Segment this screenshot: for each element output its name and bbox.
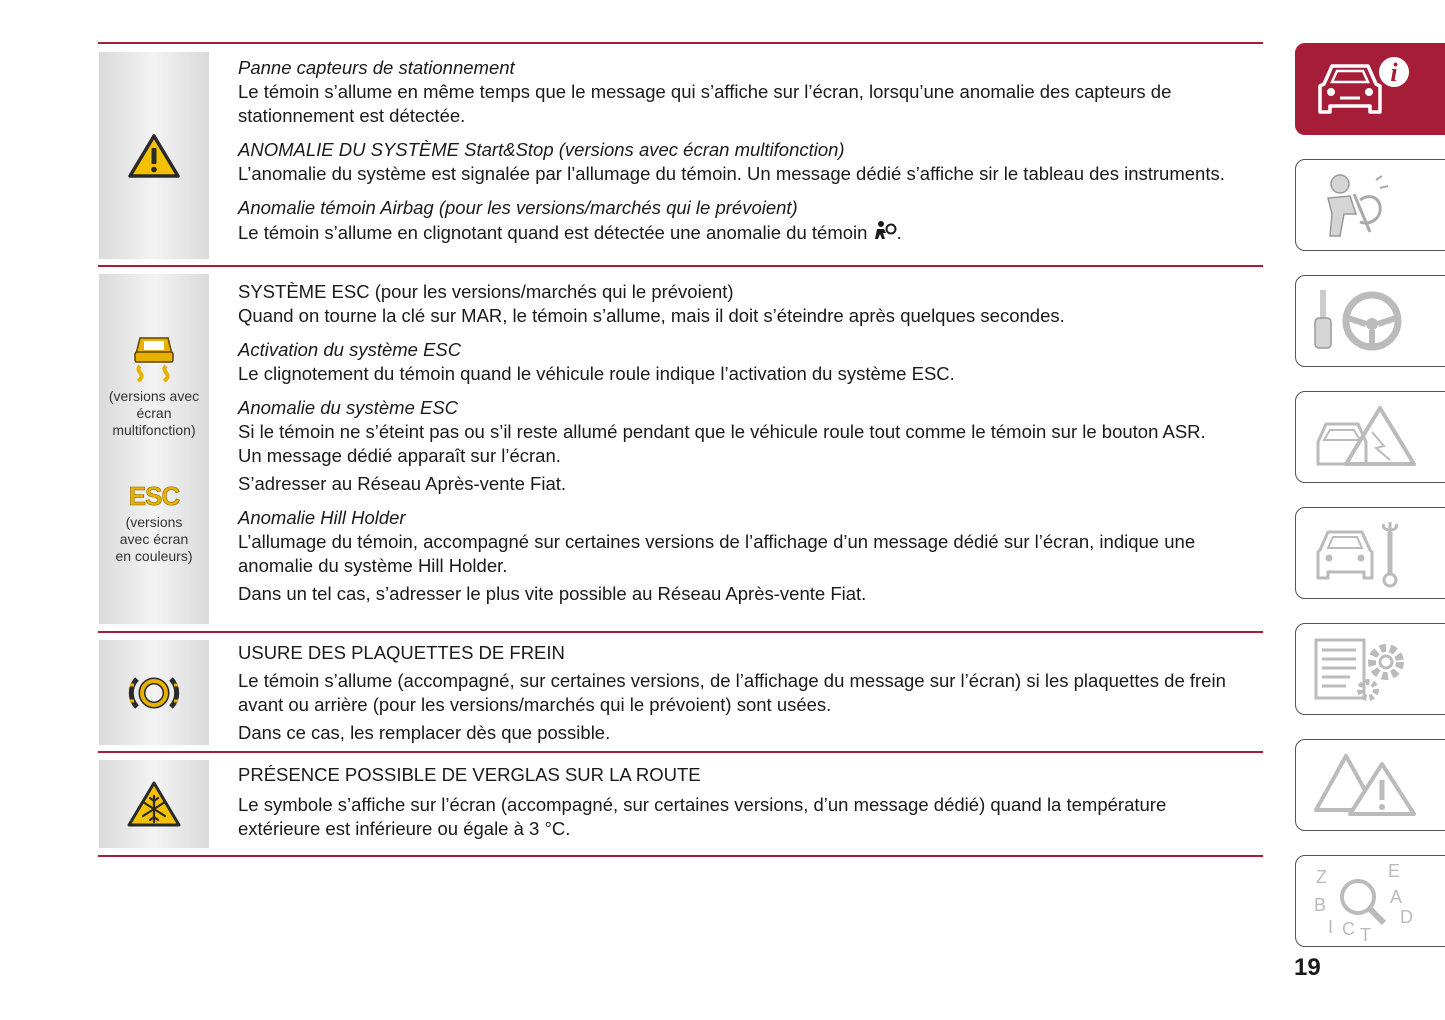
- paragraph: [238, 338, 1248, 386]
- esc-skid-icon: [132, 334, 176, 382]
- body-line: Le témoin s’allume en même temps que le message qui s’affiche sur l’écran, lorsqu’une anomalie des capteurs de: [238, 81, 1172, 102]
- index-letter: C: [1342, 919, 1355, 939]
- page-number: 19: [1294, 954, 1321, 981]
- paragraph-heading: ANOMALIE DU SYSTÈME Start&Stop (versions avec écran multifonction): [238, 139, 845, 160]
- warning-triangle-icon: [127, 133, 181, 179]
- body-line: Si le témoin ne s’éteint pas ou s’il reste allumé pendant que le véhicule roule tout comme le témoin sur le bouton ASR.: [238, 421, 1206, 442]
- airbag-seat-icon: [1310, 170, 1400, 240]
- section-icon-cell: [99, 274, 209, 624]
- section-text: [238, 763, 1248, 841]
- key-steering-wheel-icon: [1310, 286, 1410, 356]
- svg-text:i: i: [1390, 58, 1398, 87]
- body-line: S’adresser au Réseau Après-vente Fiat.: [238, 473, 567, 494]
- index-letter: E: [1388, 861, 1401, 881]
- paragraph: [238, 506, 1248, 606]
- body-line: Dans ce cas, les remplacer dès que possible.: [238, 722, 611, 743]
- body-line: L’anomalie du système est signalée par l’allumage du témoin. Un message dédié s’affiche sir le tableau des instruments.: [238, 163, 1225, 184]
- section-divider: [98, 855, 1263, 857]
- tab-alphabetical-index[interactable]: [1295, 855, 1445, 947]
- tab-specs-gears[interactable]: [1295, 623, 1445, 715]
- section-icon-cell: [99, 52, 209, 259]
- index-letter: Z: [1316, 867, 1327, 887]
- warning-triangles-icon: [1310, 750, 1420, 820]
- body-line: anomalie du système Hill Holder.: [238, 555, 508, 576]
- body-line: avant ou arrière (pour les versions/marchés qui le prévoient) sont usées.: [238, 694, 832, 715]
- index-letter: T: [1360, 925, 1371, 941]
- paragraph-heading: Anomalie du système ESC: [238, 397, 459, 418]
- paragraph: [238, 763, 1248, 841]
- body-line: Le clignotement du témoin quand le véhicule roule indique l’activation du système ESC.: [238, 363, 955, 384]
- body-line: Quand on tourne la clé sur MAR, le témoin s’allume, mais il doit s’éteindre après quelques secondes.: [238, 305, 1065, 326]
- tab-accident-warning[interactable]: [1295, 391, 1445, 483]
- paragraph-heading: Panne capteurs de stationnement: [238, 57, 515, 78]
- paragraph-heading: PRÉSENCE POSSIBLE DE VERGLAS SUR LA ROUTE: [238, 764, 701, 785]
- brake-pads-icon: [126, 673, 182, 713]
- body-line: Dans un tel cas, s’adresser le plus vite possible au Réseau Après-vente Fiat.: [238, 583, 867, 604]
- section-divider: [98, 42, 1263, 44]
- paragraph-heading: USURE DES PLAQUETTES DE FREIN: [238, 642, 565, 663]
- accident-warning-icon: [1310, 402, 1420, 472]
- icon-note: (versions avec écran multifonction): [108, 387, 200, 438]
- body-line: Le témoin s’allume (accompagné, sur certaines versions, de l’affichage du message sur l’écran) si les plaquettes de frein: [238, 670, 1226, 691]
- body-line: Un message dédié apparaît sur l’écran.: [238, 445, 561, 466]
- airbag-inline-icon: [873, 220, 897, 240]
- ice-warning-icon: [126, 780, 182, 828]
- section-icon-cell: [99, 760, 209, 848]
- specs-gears-icon: [1310, 634, 1410, 704]
- paragraph: [238, 138, 1248, 186]
- tab-car-tools[interactable]: [1295, 507, 1445, 599]
- index-letter: D: [1400, 907, 1413, 927]
- paragraph-heading: Anomalie témoin Airbag (pour les versions/marchés qui le prévoient): [238, 197, 798, 218]
- paragraph-heading: SYSTÈME ESC (pour les versions/marchés qui le prévoient): [238, 281, 734, 302]
- paragraph-heading: Activation du système ESC: [238, 339, 462, 360]
- body-line-suffix: .: [896, 222, 902, 243]
- index-letter: I: [1328, 917, 1334, 937]
- section-divider: [98, 631, 1263, 633]
- section-icon-cell: [99, 640, 209, 745]
- paragraph: [238, 641, 1248, 745]
- paragraph: [238, 396, 1248, 496]
- section-divider: [98, 751, 1263, 753]
- paragraph: [238, 56, 1248, 128]
- section-text: [238, 56, 1248, 245]
- section-text: [238, 280, 1248, 606]
- body-line: stationnement est détectée.: [238, 105, 466, 126]
- tab-car-info[interactable]: [1295, 43, 1445, 135]
- icon-note: (versions avec écran en couleurs): [115, 513, 193, 564]
- body-line: extérieure est inférieure ou égale à 3 °C.: [238, 818, 571, 839]
- tab-warning-triangles[interactable]: [1295, 739, 1445, 831]
- car-tools-icon: [1310, 518, 1410, 588]
- section-text: [238, 641, 1248, 745]
- section-divider: [98, 265, 1263, 267]
- body-line: L’allumage du témoin, accompagné sur certaines versions de l’affichage d’un message dédié sur l’écran, indique une: [238, 531, 1196, 552]
- index-letter: B: [1314, 895, 1327, 915]
- paragraph: [238, 196, 1248, 245]
- paragraph-heading: Anomalie Hill Holder: [238, 507, 406, 528]
- car-info-icon: [1310, 54, 1410, 124]
- index-letter: A: [1390, 887, 1403, 907]
- tab-airbag-seat[interactable]: [1295, 159, 1445, 251]
- body-line-text: Le témoin s’allume en clignotant quand est détectée une anomalie du témoin: [238, 222, 868, 243]
- body-line: [238, 220, 1248, 245]
- esc-label-icon: ESC: [128, 480, 180, 511]
- paragraph: [238, 280, 1248, 328]
- tab-key-steering[interactable]: [1295, 275, 1445, 367]
- body-line: Le symbole s’affiche sur l’écran (accompagné, sur certaines versions, d’un message dédié) quand la température: [238, 794, 1167, 815]
- alphabetical-index-icon: [1310, 861, 1420, 941]
